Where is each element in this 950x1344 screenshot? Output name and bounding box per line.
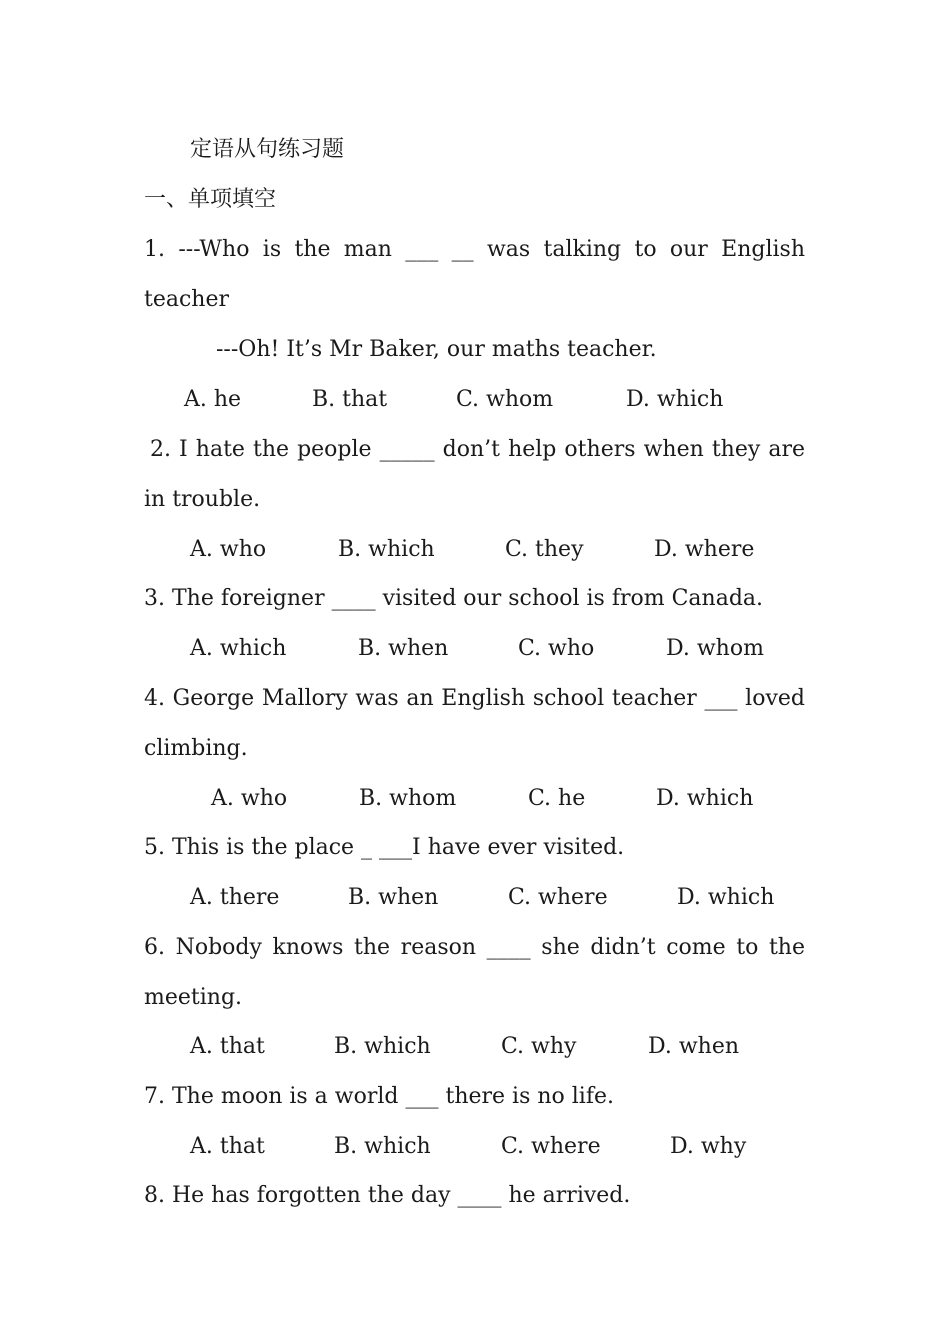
question-6-text-cont: meeting.: [144, 985, 243, 1010]
question-2-text: 2. I hate the people _____ don’t help others when they are: [150, 437, 805, 462]
question-3-text: 3. The foreigner ____ visited our school is from Canada.: [144, 586, 764, 611]
question-4-option-a: A. who: [211, 786, 288, 811]
question-5-option-c: C. where: [508, 885, 608, 910]
question-1-option-c: C. whom: [456, 387, 554, 412]
question-6-option-d: D. when: [648, 1034, 740, 1059]
question-1-option-d: D. which: [626, 387, 724, 412]
question-1-text: 1. ---Who is the man ___ __ was talking to our English: [144, 237, 805, 262]
question-6-text: 6. Nobody knows the reason ____ she didn’t come to the: [144, 935, 805, 960]
question-6-option-c: C. why: [501, 1034, 577, 1059]
question-2-option-a: A. who: [190, 537, 267, 562]
question-7-option-d: D. why: [670, 1134, 747, 1159]
question-2-option-c: C. they: [505, 537, 584, 562]
section-heading: 一、单项填空: [144, 187, 277, 212]
question-7-text: 7. The moon is a world ___ there is no life.: [144, 1084, 614, 1109]
question-5-option-b: B. when: [348, 885, 439, 910]
question-4-option-c: C. he: [528, 786, 586, 811]
question-3-option-a: A. which: [190, 636, 287, 661]
question-1-text-cont: teacher: [144, 287, 230, 312]
question-4-option-d: D. which: [656, 786, 754, 811]
question-7-option-c: C. where: [501, 1134, 601, 1159]
question-3-option-c: C. who: [518, 636, 595, 661]
question-7-option-a: A. that: [190, 1134, 265, 1159]
question-2-option-b: B. which: [338, 537, 435, 562]
question-2-text-cont: in trouble.: [144, 487, 261, 512]
question-1-option-a: A. he: [184, 387, 242, 412]
question-5-option-a: A. there: [190, 885, 280, 910]
question-5-option-d: D. which: [677, 885, 775, 910]
question-4-text: 4. George Mallory was an English school teacher ___ loved: [144, 686, 805, 711]
question-3-option-d: D. whom: [666, 636, 764, 661]
question-2-option-d: D. where: [654, 537, 755, 562]
question-4-text-cont: climbing.: [144, 736, 248, 761]
question-7-option-b: B. which: [334, 1134, 431, 1159]
question-4-option-b: B. whom: [359, 786, 457, 811]
question-1-reply: ---Oh! It’s Mr Baker, our maths teacher.: [216, 337, 657, 362]
question-8-text: 8. He has forgotten the day ____ he arrived.: [144, 1183, 631, 1208]
question-6-option-b: B. which: [334, 1034, 431, 1059]
question-1-option-b: B. that: [312, 387, 388, 412]
question-6-option-a: A. that: [190, 1034, 265, 1059]
question-3-option-b: B. when: [358, 636, 449, 661]
question-5-text: 5. This is the place _ ___I have ever visited.: [144, 835, 625, 860]
document-title: 定语从句练习题: [190, 137, 345, 162]
